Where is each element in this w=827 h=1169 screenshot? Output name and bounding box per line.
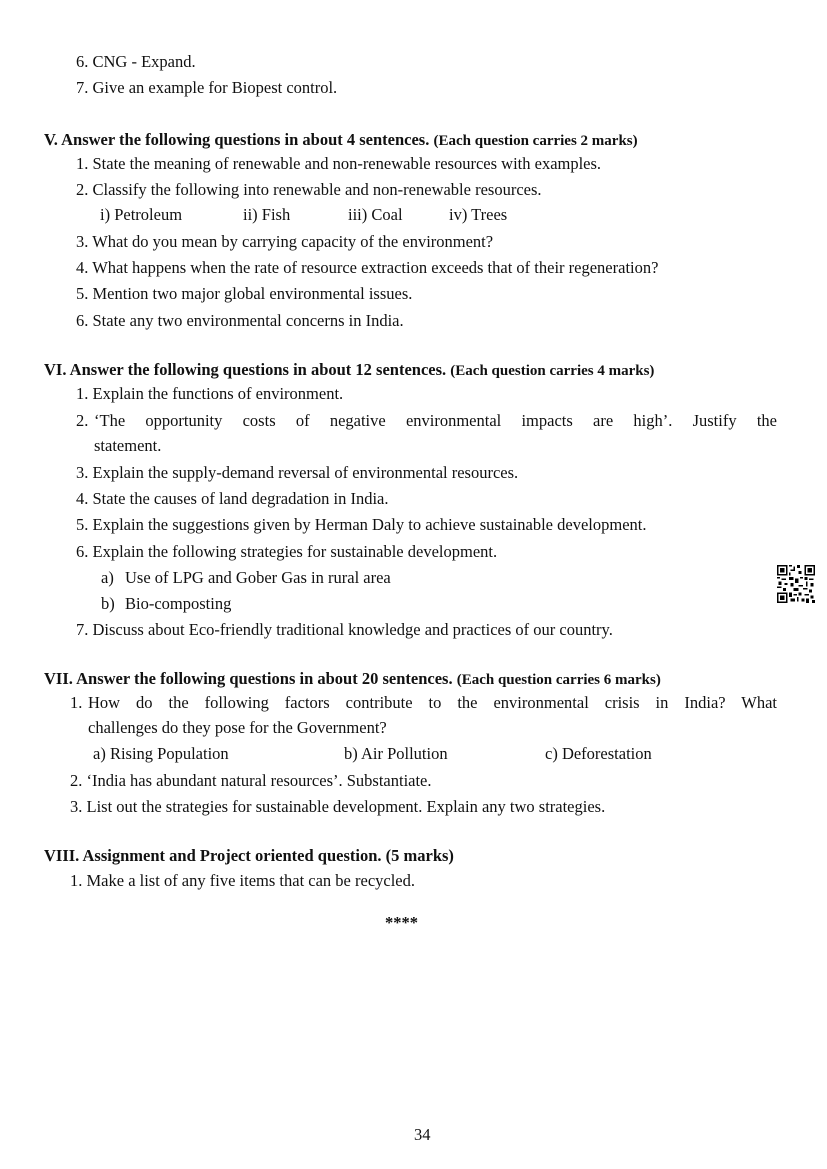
- sec5-q2-opt-4: iv) Trees: [449, 205, 508, 224]
- qr-code-icon: [777, 565, 815, 603]
- sec7-q1-opt-b: b) Air Pollution: [344, 744, 448, 763]
- sec5-q2-opt-1: i) Petroleum: [100, 205, 183, 224]
- sec7-q1-opt-a: a) Rising Population: [93, 744, 229, 763]
- sec6-q7: 7. Discuss about Eco-friendly traditional knowledge and practices of our country.: [76, 620, 613, 639]
- section-vii-heading: VII. Answer the following questions in about 20 sentences. (Each question carries 6 marks): [44, 669, 661, 688]
- sec6-q4: 4. State the causes of land degradation in India.: [76, 489, 389, 508]
- question-6: 6. CNG - Expand.: [76, 52, 196, 71]
- sec6-q6a: Use of LPG and Gober Gas in rural area: [125, 568, 391, 587]
- sec6-q3: 3. Explain the supply-demand reversal of environmental resources.: [76, 463, 519, 482]
- sec6-q6a-label: a): [101, 568, 114, 587]
- sec6-q6b-label: b): [101, 594, 115, 613]
- sec6-q6b: Bio-composting: [125, 594, 232, 613]
- sec5-q2-opt-2: ii) Fish: [243, 205, 291, 224]
- sec6-q2-num: 2.: [76, 411, 89, 430]
- sec6-q2-line2: statement.: [94, 436, 162, 455]
- sec6-q1: 1. Explain the functions of environment.: [76, 384, 344, 403]
- sec7-q3: 3. List out the strategies for sustainable development. Explain any two strategies.: [70, 797, 606, 816]
- sec7-q1-line2: challenges do they pose for the Government?: [88, 718, 387, 737]
- question-7: 7. Give an example for Biopest control.: [76, 78, 338, 97]
- sec6-q5: 5. Explain the suggestions given by Herman Daly to achieve sustainable development.: [76, 515, 647, 534]
- sec7-q1-num: 1.: [70, 693, 83, 712]
- end-marker: ****: [385, 913, 418, 932]
- sec5-q2-opt-3: iii) Coal: [348, 205, 403, 224]
- sec5-q4: 4. What happens when the rate of resource extraction exceeds that of their regeneration?: [76, 258, 659, 277]
- section-v-heading: V. Answer the following questions in about 4 sentences. (Each question carries 2 marks): [44, 130, 638, 149]
- section-vi-heading: VI. Answer the following questions in about 12 sentences. (Each question carries 4 marks): [44, 360, 655, 379]
- sec8-q1: 1. Make a list of any five items that can be recycled.: [70, 871, 415, 890]
- sec7-q1-opt-c: c) Deforestation: [545, 744, 652, 763]
- sec6-q6: 6. Explain the following strategies for sustainable development.: [76, 542, 498, 561]
- sec5-q1: 1. State the meaning of renewable and non-renewable resources with examples.: [76, 154, 602, 173]
- page-number: 34: [414, 1125, 431, 1144]
- sec5-q5: 5. Mention two major global environmental issues.: [76, 284, 413, 303]
- sec7-q2: 2. ‘India has abundant natural resources’. Substantiate.: [70, 771, 432, 790]
- sec5-q3: 3. What do you mean by carrying capacity of the environment?: [76, 232, 494, 251]
- sec7-q1-line1: How do the following factors contribute to the environmental crisis in India? What: [88, 693, 777, 712]
- section-viii-heading: VIII. Assignment and Project oriented question. (5 marks): [44, 846, 454, 865]
- sec5-q6: 6. State any two environmental concerns in India.: [76, 311, 404, 330]
- sec6-q2-line1: ‘The opportunity costs of negative environmental impacts are high’. Justify the: [94, 411, 777, 430]
- sec5-q2: 2. Classify the following into renewable and non-renewable resources.: [76, 180, 542, 199]
